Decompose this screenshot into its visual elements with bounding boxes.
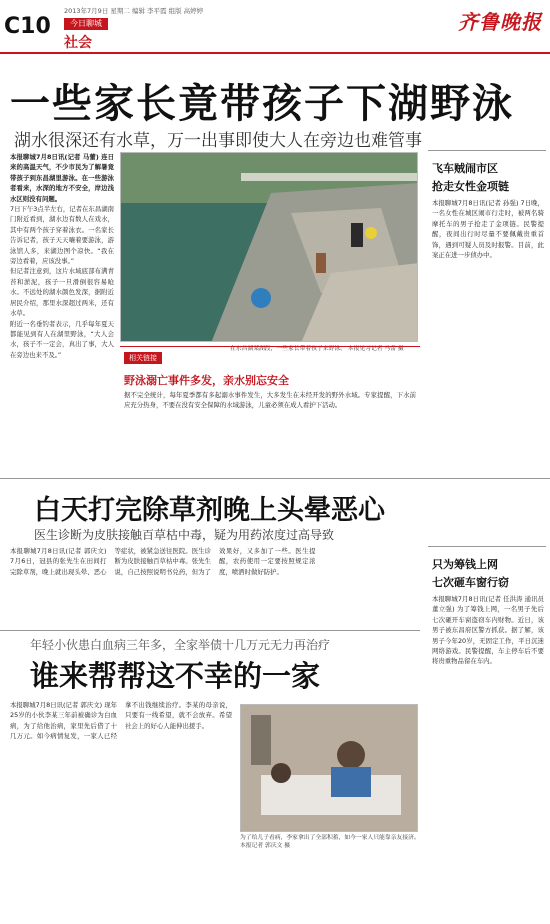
- third-story-paragraph: 本报聊城7月8日讯(记者 郭庆文) 现年25岁的小伙李某三年前被确诊为白血病，为了给他治病，家里先后借了十几万元。如今病情复发，一家人已经拿不出钱继续治疗。李某的母亲说，只要有一线希望，就不会放弃。希望社会上的好心人能伸出援手。: [10, 701, 232, 741]
- lead-paragraph: 但记者注意到，这片水域底部布满青苔和淤泥，孩子一旦滑倒很容易呛水。不远处的湖水颜色发深，据附近居民介绍，那里水深超过两米，还有水草。: [10, 267, 114, 318]
- lead-paragraph: 附近一名垂钓者表示，几乎每年夏天都能见到有人在湖里野泳，“大人会水，孩子不一定会，真出了事，大人在旁边也来不及。”: [10, 319, 114, 359]
- third-story-text: [10, 700, 232, 918]
- second-story-text: [10, 546, 420, 624]
- third-photo-caption: 为了给儿子看病，李家拿出了全部积蓄，如今一家人只能靠亲友接济。 本报记者 郭庆文 摄: [240, 835, 420, 849]
- sidebar2-title-1: 只为筹钱上网: [432, 558, 498, 571]
- page-header: [0, 0, 550, 56]
- related-link-title: 野泳溺亡事件多发，亲水别忘安全: [124, 374, 289, 387]
- lead-paragraph: 本报聊城7月8日讯(记者 马蕾) 连日来的高温天气，不少市民为了解暑竟带孩子到东昌湖里游泳。在一些游泳者看来，水深的地方不安全，岸边浅水区则没有问题。: [10, 153, 114, 203]
- sidebar2-paragraph: 本报聊城7月8日讯(记者 任洪涛 通讯员 董立强) 为了筹钱上网，一名男子先后七次砸开车窗盗窃车内财物。近日，该男子被东昌府区警方抓获。据了解，该男子今年20岁，无固定工作，平日沉迷网络游戏。民警提醒，车主停车后不要将贵重物品留在车内。: [432, 595, 544, 666]
- lake-photo-illustration: [121, 153, 418, 342]
- third-headline: 谁来帮帮这不幸的一家: [30, 659, 321, 693]
- masthead-logo: 齐鲁晚报: [458, 10, 542, 34]
- second-subhead: 医生诊断为皮肤接触百草枯中毒，疑为用药浓度过高导致: [34, 528, 335, 542]
- second-story-paragraph: 本报聊城7月8日讯(记者 郭庆文) 7月6日，冠县的张先生在田间打完除草剂，晚上就出现头晕、恶心等症状，被紧急送往医院。医生诊断为皮肤接触百草枯中毒。张先生说，自己按照说明书兑药，但为了效果好，又多加了一些。医生提醒，农药使用一定要按照规定浓度，喷洒时做好防护。: [10, 547, 316, 576]
- third-kicker: 年轻小伙患白血病三年多，全家举债十几万元无力再治疗: [30, 638, 331, 652]
- sidebar2-text: [432, 594, 544, 920]
- section-divider: [0, 630, 420, 631]
- section-name: 社会: [64, 35, 92, 51]
- second-headline: 白天打完除草剂晚上头晕恶心: [34, 495, 385, 526]
- lead-subhead: 湖水很深还有水草，万一出事即使大人在旁边也难管事: [14, 131, 422, 151]
- sidebar-rule: [428, 546, 546, 547]
- sidebar-title-2: 抢走女性金项链: [432, 180, 509, 193]
- lead-headline: 一些家长竟带孩子下湖野泳: [10, 81, 514, 127]
- date-line: 2013年7月9日 星期二 编辑 李平霞 组版 高婷婷: [64, 7, 204, 15]
- sidebar-title-1: 飞车贼闹市区: [432, 162, 498, 175]
- related-link-paragraph: 据不完全统计，每年夏季都有多起溺水事件发生，大多发生在未经开发的野外水域。专家提醒，下水前应充分热身，不要在没有安全保障的水域游泳，儿童必须在成人看护下活动。: [124, 391, 416, 410]
- sidebar-text: [432, 198, 544, 470]
- header-rule: [0, 52, 550, 54]
- related-link-tag: 相关链接: [124, 352, 162, 364]
- section-tag: 今日聊城: [64, 18, 108, 30]
- page-number: C10: [4, 14, 51, 39]
- hospital-photo: [240, 704, 418, 832]
- section-divider: [0, 478, 550, 479]
- sidebar-rule: [428, 150, 546, 151]
- lake-photo: [120, 152, 418, 342]
- related-link-text: [124, 390, 416, 470]
- lead-column-1: [10, 152, 114, 470]
- sidebar2-title-2: 七次砸车窗行窃: [432, 576, 509, 589]
- lead-paragraph: 7日下午3点半左右，记者在东昌湖南门附近看到，湖水边有数人在戏水，其中有两个孩子穿着泳衣。一名家长告诉记者，孩子天天嚷着要游泳，游泳馆人多，来湖边图个凉快。“我在旁边看着，应该没事。”: [10, 205, 114, 266]
- hospital-photo-illustration: [241, 705, 418, 832]
- sidebar-paragraph: 本报聊城7月8日讯(记者 孙强) 7日晚，一名女性在城区闹市行走时，被两名骑摩托车的男子抢走了金项链。民警提醒，夜间出行时尽量不要佩戴贵重首饰，遇到可疑人员及时报警。目前，此案正在进一步侦办中。: [432, 199, 544, 260]
- lead-photo-caption: 在东昌湖某湖段，一些家长带着孩子来野泳。 本报见习记者 马蕾 摄: [230, 346, 404, 352]
